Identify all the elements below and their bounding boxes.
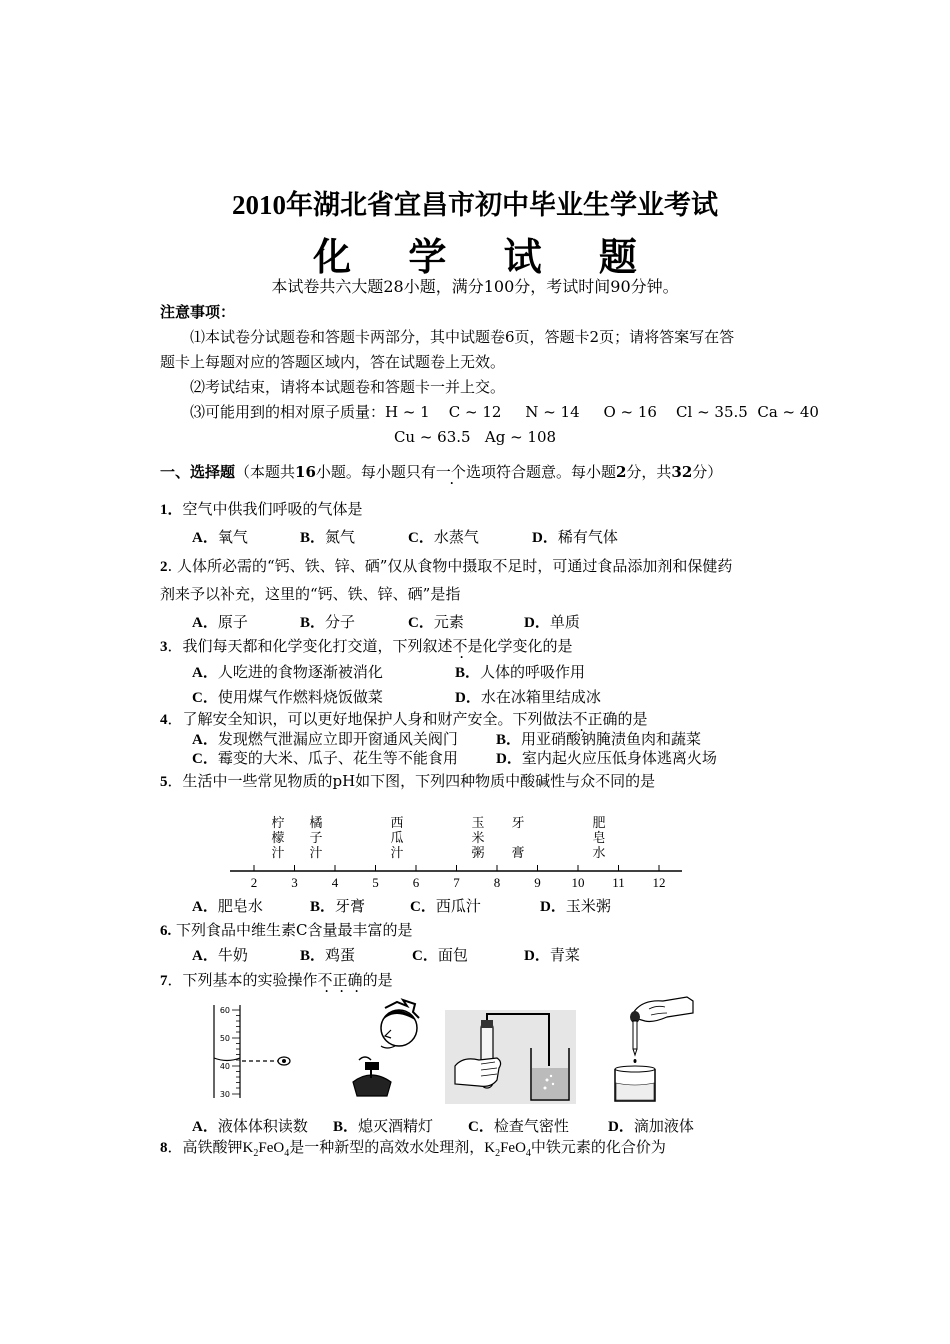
question-4: 4．了解安全知识，可以更好地保护人身和财产安全。下列做法不正确的是 bbox=[160, 710, 648, 728]
q3-option-d[interactable]: D．水在冰箱里结成冰 bbox=[455, 688, 601, 706]
formula-k2feo4: $K_2FeO_4$ bbox=[484, 1140, 531, 1159]
cylinder-tick-label: 60 bbox=[219, 1006, 230, 1015]
note-1a: ⑴本试卷分试题卷和答题卡两部分，其中试题卷6页，答题卡2页；请将答案写在答 bbox=[190, 328, 735, 346]
ph-tick-label: 2 bbox=[250, 875, 258, 890]
q1-option-d[interactable]: D．稀有气体 bbox=[532, 528, 618, 546]
question-number: 4 bbox=[160, 712, 168, 728]
question-2 bbox=[160, 556, 732, 577]
question-number: 6. bbox=[160, 923, 172, 939]
note-3b: Cu ~ 63.5 Ag ~ 108 bbox=[393, 428, 557, 446]
ph-tick-label: 5 bbox=[372, 875, 379, 890]
ph-tick-label: 11 bbox=[612, 875, 625, 890]
ph-label-soap-water: 肥皂水 bbox=[592, 816, 606, 861]
ph-label-corn-porridge: 玉米粥 bbox=[471, 816, 485, 861]
ph-tick-label: 6 bbox=[412, 875, 420, 890]
question-text: . 人体所必需的“钙、铁、锌、硒”仅从食物中摄取不足时，可通过食品添加剂和保健药 bbox=[167, 557, 733, 575]
exam-title: 2010年湖北省宜昌市初中毕业生学业考试 bbox=[232, 190, 718, 220]
q6-option-c[interactable]: C．面包 bbox=[412, 946, 468, 964]
q4-option-d[interactable]: D．室内起火应压低身体逃离火场 bbox=[496, 749, 717, 767]
question-7: 7．下列基本的实验操作不正确的是 bbox=[160, 971, 393, 989]
q2-option-b[interactable]: B．分子 bbox=[300, 613, 356, 631]
question-5 bbox=[160, 771, 655, 792]
dropper-icon bbox=[633, 1049, 637, 1055]
q5-option-b[interactable]: B．牙膏 bbox=[310, 897, 366, 915]
emphasis-text: 不 bbox=[572, 710, 588, 728]
ph-tick-label: 9 bbox=[534, 875, 541, 890]
question-1 bbox=[160, 499, 363, 520]
ph-label-toothpaste: 牙 膏 bbox=[511, 816, 525, 861]
q3-option-c[interactable]: C．使用煤气作燃料烧饭做菜 bbox=[192, 688, 383, 706]
question-text: 空气中供我们呼吸的气体是 bbox=[182, 500, 363, 518]
notes-heading: 注意事项： bbox=[160, 303, 236, 321]
q7-option-a[interactable]: A．液体体积读数 bbox=[192, 1117, 308, 1135]
q7-option-b[interactable]: B．熄灭酒精灯 bbox=[333, 1117, 434, 1135]
q5-option-d[interactable]: D．玉米粥 bbox=[540, 897, 611, 915]
section-desc: 选项符合题意。每小题 bbox=[465, 463, 616, 481]
hand-icon bbox=[631, 997, 693, 1022]
question-8: 8．高铁酸钾$K_2FeO_4$是一种新型的高效水处理剂，$K_2FeO_4$中铁元素的化合价为 bbox=[160, 1138, 666, 1159]
q2-option-c[interactable]: C．元素 bbox=[408, 613, 464, 631]
dropper-figure bbox=[605, 995, 695, 1105]
q6-option-d[interactable]: D．青菜 bbox=[524, 946, 580, 964]
cylinder-tick-label: 30 bbox=[219, 1090, 230, 1099]
ph-label-orange: 橘子汁 bbox=[309, 816, 323, 861]
note-1b: 题卡上每题对应的答题区域内，答在试题卷上无效。 bbox=[160, 353, 506, 371]
q6-option-a[interactable]: A．牛奶 bbox=[192, 946, 248, 964]
q7-option-c[interactable]: C．检查气密性 bbox=[468, 1117, 569, 1135]
question-3: 3．我们每天都和化学变化打交道，下列叙述不是化学变化的是 bbox=[160, 637, 573, 655]
section-desc: 分） bbox=[692, 463, 723, 481]
section-1-label: 一、选择题 bbox=[160, 463, 236, 481]
total-score: 32 bbox=[671, 463, 693, 481]
question-2-cont: 剂来予以补充，这里的“钙、铁、锌、硒”是指 bbox=[160, 585, 461, 603]
emphasis-text: 不正确 bbox=[317, 971, 363, 989]
cylinder-tick-label: 50 bbox=[219, 1034, 230, 1043]
section-desc: （本题共 bbox=[235, 463, 296, 481]
formula-k2feo4: $K_2FeO_4$ bbox=[242, 1140, 290, 1159]
question-number: 3 bbox=[160, 639, 168, 655]
q2-option-a[interactable]: A．原子 bbox=[192, 613, 248, 631]
ph-tick-label: 7 bbox=[453, 875, 460, 890]
q5-option-a[interactable]: A．肥皂水 bbox=[192, 897, 263, 915]
question-number: 7 bbox=[160, 973, 168, 989]
ph-tick-label: 8 bbox=[493, 875, 501, 890]
alcohol-lamp-figure bbox=[345, 998, 425, 1100]
question-text: 下列食品中维生素C含量最丰富的是 bbox=[171, 921, 413, 939]
question-number: 8 bbox=[160, 1140, 168, 1156]
subject-title: 化 学 试 题 bbox=[313, 234, 659, 279]
ph-label-watermelon: 西瓜汁 bbox=[390, 816, 404, 861]
ph-ticks bbox=[251, 865, 666, 890]
q1-option-c[interactable]: C．水蒸气 bbox=[408, 528, 479, 546]
q3-option-a[interactable]: A．人吃进的食物逐渐被消化 bbox=[192, 663, 383, 681]
note-2: ⑵考试结束，请将本试题卷和答题卡一并上交。 bbox=[190, 378, 506, 396]
question-count: 16 bbox=[295, 463, 316, 481]
q4-option-a[interactable]: A．发现燃气泄漏应立即开窗通风关阀门 bbox=[192, 730, 458, 748]
question-6 bbox=[160, 920, 413, 941]
q5-option-c[interactable]: C．西瓜汁 bbox=[410, 897, 481, 915]
ph-tick-label: 4 bbox=[331, 875, 339, 890]
q2-option-d[interactable]: D．单质 bbox=[524, 613, 580, 631]
question-text: ．生活中一些常见物质的pH如下图，下列四种物质中酸碱性与众不同的是 bbox=[167, 772, 656, 790]
ph-label-lemon: 柠檬汁 bbox=[271, 816, 285, 861]
section-desc: 小题。每小题只有 bbox=[315, 463, 436, 481]
per-question-score: 2 bbox=[615, 463, 627, 481]
graduated-cylinder-figure bbox=[196, 1000, 296, 1100]
question-number: 1． bbox=[160, 502, 183, 518]
question-number: 2 bbox=[160, 559, 168, 575]
q7-option-d[interactable]: D．滴加液体 bbox=[608, 1117, 694, 1135]
ph-tick-label: 12 bbox=[652, 875, 666, 890]
emphasis-text: 一个 bbox=[435, 463, 466, 481]
section-desc: 分，共 bbox=[626, 463, 672, 481]
ph-scale bbox=[230, 865, 685, 895]
q4-option-b[interactable]: B．用亚硝酸钠腌渍鱼肉和蔬菜 bbox=[496, 730, 702, 748]
emphasis-text: 不 bbox=[452, 637, 468, 655]
exam-summary: 本试卷共六大题28小题，满分100分，考试时间90分钟。 bbox=[271, 277, 679, 296]
ph-tick-label: 10 bbox=[571, 875, 585, 890]
alcohol-lamp-icon bbox=[353, 1075, 391, 1096]
q1-option-a[interactable]: A．氧气 bbox=[192, 528, 248, 546]
section-1-header bbox=[160, 462, 722, 482]
q4-option-c[interactable]: C．霉变的大米、瓜子、花生等不能食用 bbox=[192, 749, 458, 767]
q6-option-b[interactable]: B．鸡蛋 bbox=[300, 946, 356, 964]
note-3a: ⑶可能用到的相对原子质量：H ~ 1 C ~ 12 N ~ 14 O ~ 16 Cl ~ 35.5 Ca ~ 40 bbox=[190, 403, 819, 421]
airtightness-check-figure bbox=[445, 1010, 576, 1104]
cylinder-tick-label: 40 bbox=[219, 1062, 230, 1071]
question-number: 5 bbox=[160, 774, 168, 790]
q1-option-b[interactable]: B．氮气 bbox=[300, 528, 356, 546]
ph-tick-label: 3 bbox=[291, 875, 298, 890]
lamp-cap bbox=[365, 1062, 379, 1070]
q3-option-b[interactable]: B．人体的呼吸作用 bbox=[455, 663, 586, 681]
